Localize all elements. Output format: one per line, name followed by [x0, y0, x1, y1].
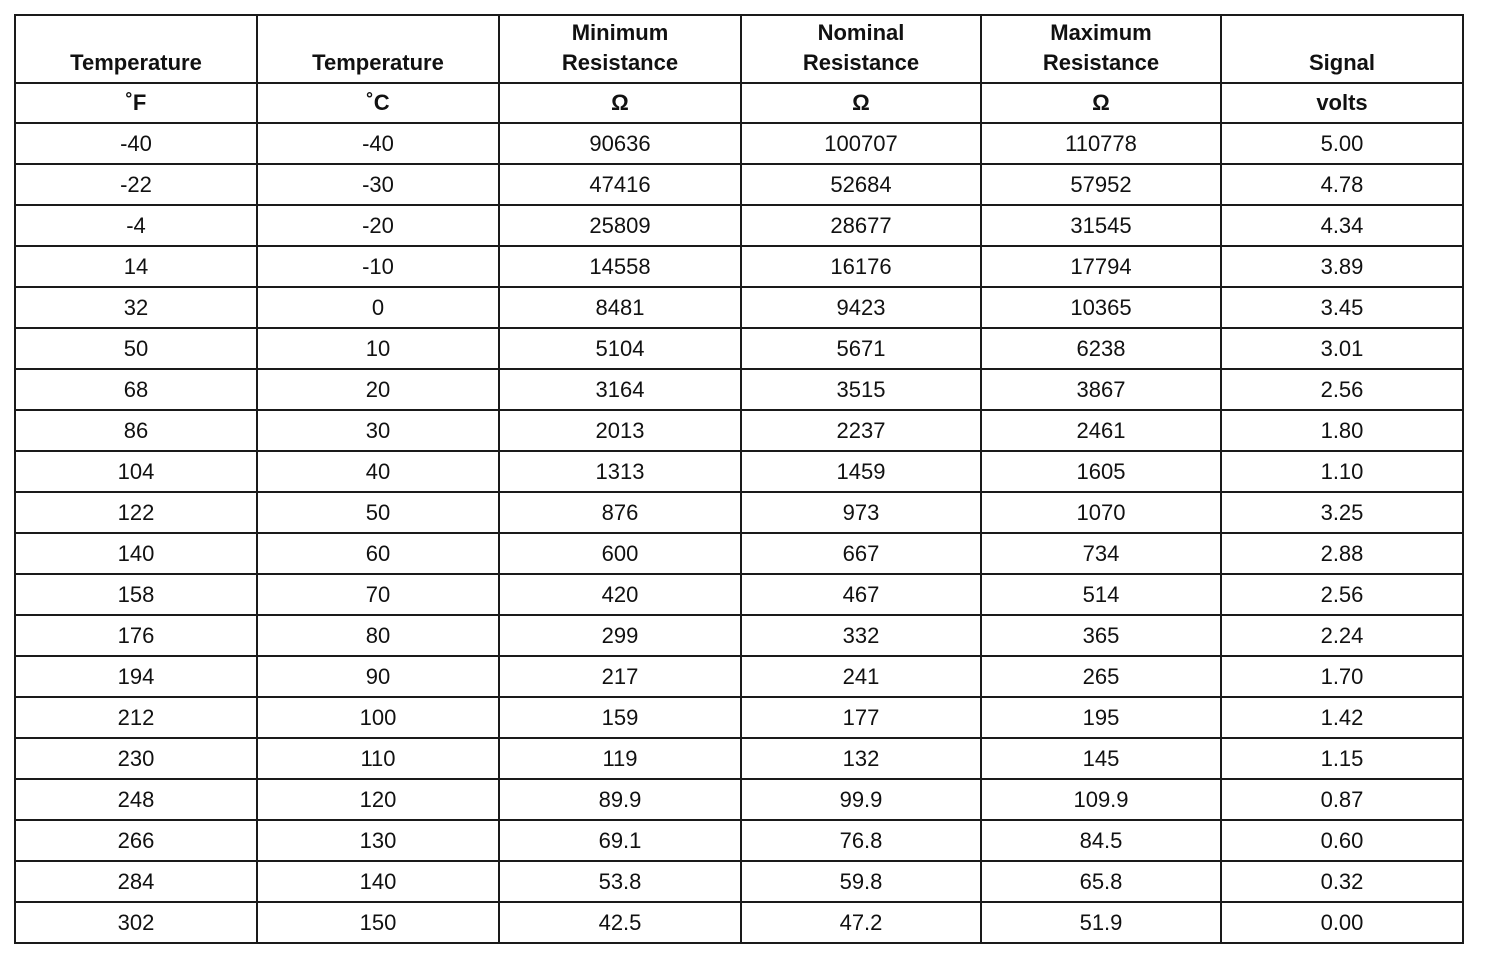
table-row [15, 533, 1463, 574]
cell-temp-f: 68 [15, 369, 257, 410]
header-temperature-c [257, 15, 499, 83]
cell-nominal-resistance: 59.8 [741, 861, 981, 902]
cell-signal: 0.32 [1221, 861, 1463, 902]
cell-temp-c: 30 [257, 410, 499, 451]
cell-max-resistance: 195 [981, 697, 1221, 738]
cell-temp-c: -20 [257, 205, 499, 246]
table-row [15, 615, 1463, 656]
cell-max-resistance: 109.9 [981, 779, 1221, 820]
cell-min-resistance: 420 [499, 574, 741, 615]
table-row [15, 369, 1463, 410]
cell-max-resistance: 84.5 [981, 820, 1221, 861]
header-line: Maximum [1050, 20, 1152, 45]
cell-temp-f: 104 [15, 451, 257, 492]
cell-temp-f: 212 [15, 697, 257, 738]
unit-celsius: ˚C [257, 83, 499, 123]
header-line: Nominal [817, 20, 905, 45]
cell-min-resistance: 876 [499, 492, 741, 533]
cell-signal: 3.45 [1221, 287, 1463, 328]
cell-max-resistance: 365 [981, 615, 1221, 656]
cell-temp-c: -40 [257, 123, 499, 164]
cell-max-resistance: 734 [981, 533, 1221, 574]
cell-signal: 1.70 [1221, 656, 1463, 697]
cell-temp-f: 230 [15, 738, 257, 779]
cell-nominal-resistance: 16176 [741, 246, 981, 287]
cell-min-resistance: 89.9 [499, 779, 741, 820]
cell-temp-c: 150 [257, 902, 499, 943]
cell-min-resistance: 53.8 [499, 861, 741, 902]
header-line: Temperature [70, 50, 202, 75]
cell-nominal-resistance: 1459 [741, 451, 981, 492]
cell-temp-f: -4 [15, 205, 257, 246]
header-line: Resistance [1042, 50, 1160, 75]
cell-nominal-resistance: 3515 [741, 369, 981, 410]
table-row [15, 246, 1463, 287]
table-row [15, 738, 1463, 779]
cell-nominal-resistance: 28677 [741, 205, 981, 246]
table-row [15, 287, 1463, 328]
cell-max-resistance: 51.9 [981, 902, 1221, 943]
header-nominal-resistance [741, 15, 981, 83]
cell-temp-f: 302 [15, 902, 257, 943]
table-row [15, 861, 1463, 902]
header-minimum-resistance [499, 15, 741, 83]
cell-temp-c: 80 [257, 615, 499, 656]
cell-max-resistance: 514 [981, 574, 1221, 615]
cell-nominal-resistance: 132 [741, 738, 981, 779]
table-row [15, 451, 1463, 492]
cell-nominal-resistance: 5671 [741, 328, 981, 369]
cell-signal: 3.25 [1221, 492, 1463, 533]
cell-min-resistance: 14558 [499, 246, 741, 287]
cell-signal: 2.88 [1221, 533, 1463, 574]
table-row [15, 123, 1463, 164]
cell-temp-f: 158 [15, 574, 257, 615]
unit-ohms-min: Ω [499, 83, 741, 123]
cell-max-resistance: 6238 [981, 328, 1221, 369]
cell-signal: 2.24 [1221, 615, 1463, 656]
cell-signal: 5.00 [1221, 123, 1463, 164]
cell-temp-c: 140 [257, 861, 499, 902]
cell-temp-f: 86 [15, 410, 257, 451]
cell-signal: 3.01 [1221, 328, 1463, 369]
cell-temp-c: 130 [257, 820, 499, 861]
cell-nominal-resistance: 100707 [741, 123, 981, 164]
cell-temp-f: 140 [15, 533, 257, 574]
unit-volts: volts [1221, 83, 1463, 123]
cell-temp-f: 284 [15, 861, 257, 902]
cell-temp-f: 14 [15, 246, 257, 287]
cell-min-resistance: 47416 [499, 164, 741, 205]
cell-signal: 0.60 [1221, 820, 1463, 861]
cell-max-resistance: 1605 [981, 451, 1221, 492]
cell-temp-f: 122 [15, 492, 257, 533]
cell-temp-f: 266 [15, 820, 257, 861]
table-row [15, 205, 1463, 246]
header-row [15, 15, 1463, 83]
cell-nominal-resistance: 52684 [741, 164, 981, 205]
cell-min-resistance: 3164 [499, 369, 741, 410]
cell-nominal-resistance: 9423 [741, 287, 981, 328]
cell-temp-c: 60 [257, 533, 499, 574]
cell-nominal-resistance: 177 [741, 697, 981, 738]
cell-temp-f: 248 [15, 779, 257, 820]
header-line: Minimum [571, 20, 669, 45]
cell-temp-f: 176 [15, 615, 257, 656]
cell-temp-f: -22 [15, 164, 257, 205]
unit-ohms-nominal: Ω [741, 83, 981, 123]
cell-signal: 0.00 [1221, 902, 1463, 943]
cell-temp-c: -10 [257, 246, 499, 287]
cell-max-resistance: 1070 [981, 492, 1221, 533]
cell-max-resistance: 10365 [981, 287, 1221, 328]
cell-temp-f: -40 [15, 123, 257, 164]
cell-nominal-resistance: 47.2 [741, 902, 981, 943]
cell-max-resistance: 57952 [981, 164, 1221, 205]
cell-temp-c: 120 [257, 779, 499, 820]
cell-signal: 2.56 [1221, 369, 1463, 410]
table-row [15, 779, 1463, 820]
cell-min-resistance: 217 [499, 656, 741, 697]
cell-signal: 3.89 [1221, 246, 1463, 287]
table-row [15, 410, 1463, 451]
cell-nominal-resistance: 467 [741, 574, 981, 615]
table-row [15, 820, 1463, 861]
cell-min-resistance: 90636 [499, 123, 741, 164]
cell-max-resistance: 65.8 [981, 861, 1221, 902]
cell-min-resistance: 299 [499, 615, 741, 656]
cell-signal: 4.78 [1221, 164, 1463, 205]
cell-min-resistance: 8481 [499, 287, 741, 328]
header-signal [1221, 15, 1463, 83]
cell-min-resistance: 5104 [499, 328, 741, 369]
unit-ohms-max: Ω [981, 83, 1221, 123]
cell-temp-c: 50 [257, 492, 499, 533]
cell-nominal-resistance: 241 [741, 656, 981, 697]
cell-min-resistance: 1313 [499, 451, 741, 492]
cell-max-resistance: 17794 [981, 246, 1221, 287]
cell-temp-c: -30 [257, 164, 499, 205]
cell-temp-f: 32 [15, 287, 257, 328]
cell-min-resistance: 25809 [499, 205, 741, 246]
cell-min-resistance: 600 [499, 533, 741, 574]
table-row [15, 697, 1463, 738]
cell-temp-f: 50 [15, 328, 257, 369]
cell-temp-c: 40 [257, 451, 499, 492]
cell-signal: 1.42 [1221, 697, 1463, 738]
cell-temp-f: 194 [15, 656, 257, 697]
units-row [15, 83, 1463, 123]
cell-temp-c: 70 [257, 574, 499, 615]
cell-signal: 4.34 [1221, 205, 1463, 246]
cell-min-resistance: 42.5 [499, 902, 741, 943]
header-line: Resistance [802, 50, 920, 75]
cell-max-resistance: 3867 [981, 369, 1221, 410]
cell-min-resistance: 69.1 [499, 820, 741, 861]
table-row [15, 902, 1463, 943]
table-row [15, 574, 1463, 615]
cell-nominal-resistance: 973 [741, 492, 981, 533]
table-row [15, 656, 1463, 697]
cell-signal: 1.15 [1221, 738, 1463, 779]
table-row [15, 164, 1463, 205]
cell-temp-c: 20 [257, 369, 499, 410]
cell-signal: 1.10 [1221, 451, 1463, 492]
cell-nominal-resistance: 99.9 [741, 779, 981, 820]
table-row [15, 492, 1463, 533]
cell-max-resistance: 265 [981, 656, 1221, 697]
table-body [15, 123, 1463, 943]
cell-max-resistance: 110778 [981, 123, 1221, 164]
header-line: Temperature [312, 50, 444, 75]
unit-fahrenheit: ˚F [15, 83, 257, 123]
table-row [15, 328, 1463, 369]
header-line: Resistance [561, 50, 679, 75]
cell-signal: 2.56 [1221, 574, 1463, 615]
cell-nominal-resistance: 2237 [741, 410, 981, 451]
cell-signal: 0.87 [1221, 779, 1463, 820]
cell-nominal-resistance: 332 [741, 615, 981, 656]
cell-nominal-resistance: 667 [741, 533, 981, 574]
header-temperature-f [15, 15, 257, 83]
cell-max-resistance: 145 [981, 738, 1221, 779]
temperature-resistance-table [14, 14, 1464, 944]
cell-min-resistance: 159 [499, 697, 741, 738]
cell-temp-c: 0 [257, 287, 499, 328]
cell-temp-c: 10 [257, 328, 499, 369]
header-maximum-resistance [981, 15, 1221, 83]
cell-temp-c: 100 [257, 697, 499, 738]
cell-min-resistance: 119 [499, 738, 741, 779]
cell-temp-c: 110 [257, 738, 499, 779]
cell-max-resistance: 2461 [981, 410, 1221, 451]
cell-nominal-resistance: 76.8 [741, 820, 981, 861]
cell-signal: 1.80 [1221, 410, 1463, 451]
cell-max-resistance: 31545 [981, 205, 1221, 246]
cell-temp-c: 90 [257, 656, 499, 697]
cell-min-resistance: 2013 [499, 410, 741, 451]
header-line: Signal [1308, 50, 1375, 75]
